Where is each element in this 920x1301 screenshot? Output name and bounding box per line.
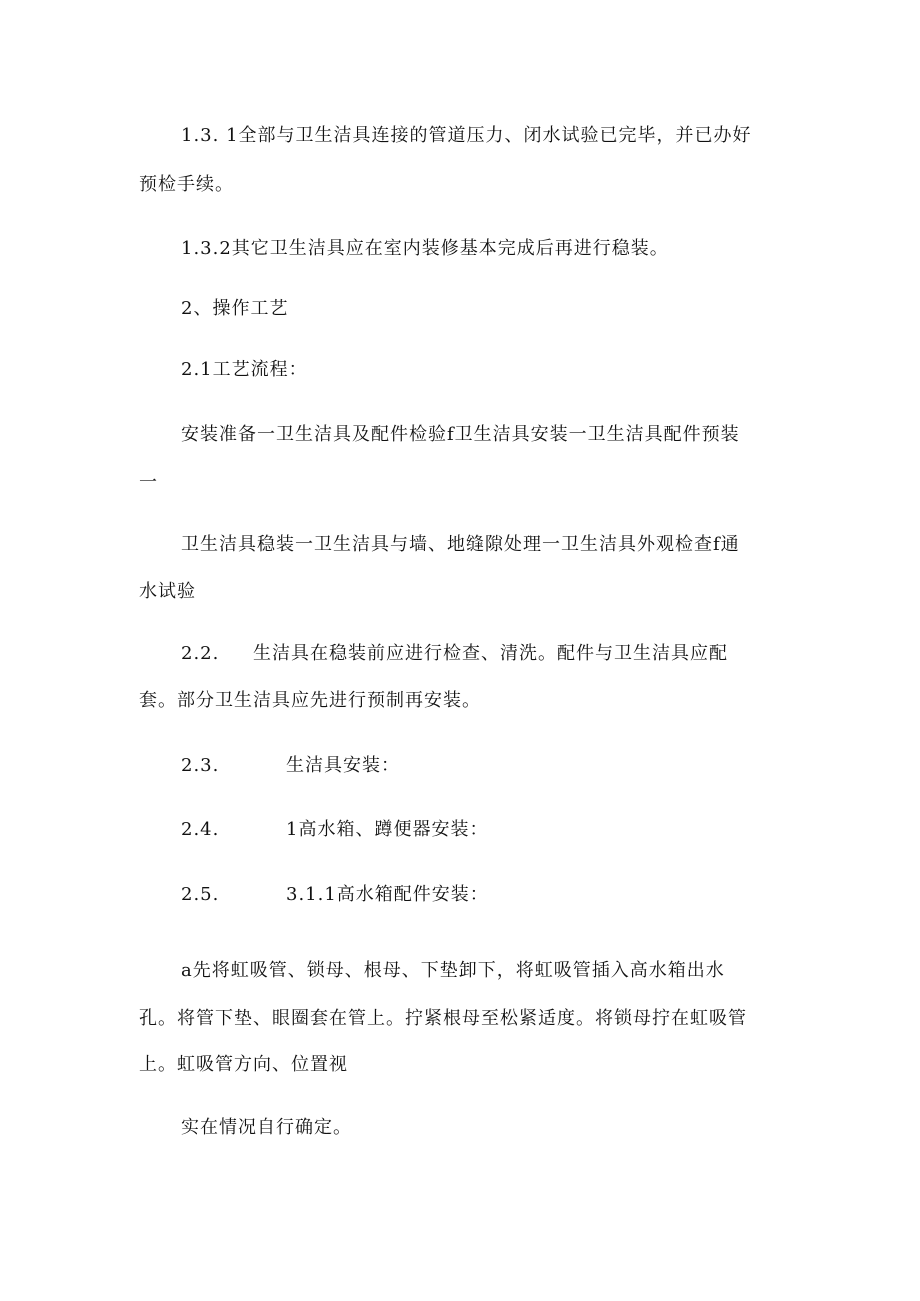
section-heading-2: 2、操作工艺 <box>181 298 289 319</box>
para-6-line-2: 水试验 <box>139 581 196 602</box>
para-5-line-2: 一 <box>139 472 158 493</box>
para-8-text: 生洁具安装： <box>286 755 400 776</box>
para-7-number: 2.2. <box>181 643 220 664</box>
subsection-heading-2-1: 2.1工艺流程： <box>181 359 308 380</box>
para-11-line-2: 孔。将管下垫、眼圈套在管上。拧紧根母至松紧适度。将锁母拧在虹吸管 <box>139 1008 747 1029</box>
para-8-number: 2.3. <box>181 755 220 776</box>
para-11-line-3: 上。虹吸管方向、位置视 <box>139 1054 348 1075</box>
para-1-line-1: 1.3. 1全部与卫生洁具连接的管道压力、闭水试验已完毕，并已办好 <box>181 125 752 146</box>
para-7-line-2: 套。部分卫生洁具应先进行预制再安装。 <box>139 690 481 711</box>
para-6-line-1: 卫生洁具稳装一卫生洁具与墙、地缝隙处理一卫生洁具外观检查f通 <box>181 534 740 555</box>
para-9 <box>181 818 488 842</box>
para-5-line-1: 安装准备一卫生洁具及配件检验f卫生洁具安装一卫生洁具配件预装 <box>181 424 740 445</box>
para-9-number: 2.4. <box>181 819 220 840</box>
para-12: 实在情况自行确定。 <box>181 1117 352 1138</box>
para-10-text: 3.1.1高水箱配件安装： <box>286 884 489 905</box>
para-8 <box>181 754 400 778</box>
para-11-line-1: a先将虹吸管、锁母、根母、下垫卸下，将虹吸管插入高水箱出水 <box>181 960 725 981</box>
para-2: 1.3.2其它卫生洁具应在室内装修基本完成后再进行稳装。 <box>181 238 669 259</box>
para-7-line-1 <box>181 642 728 666</box>
para-10-number: 2.5. <box>181 884 220 905</box>
para-1-line-2: 预检手续。 <box>139 174 234 195</box>
para-9-text: 1高水箱、蹲便器安装： <box>286 819 489 840</box>
para-10 <box>181 883 489 907</box>
para-7-text: 生洁具在稳装前应进行检查、清洗。配件与卫生洁具应配 <box>253 643 728 664</box>
